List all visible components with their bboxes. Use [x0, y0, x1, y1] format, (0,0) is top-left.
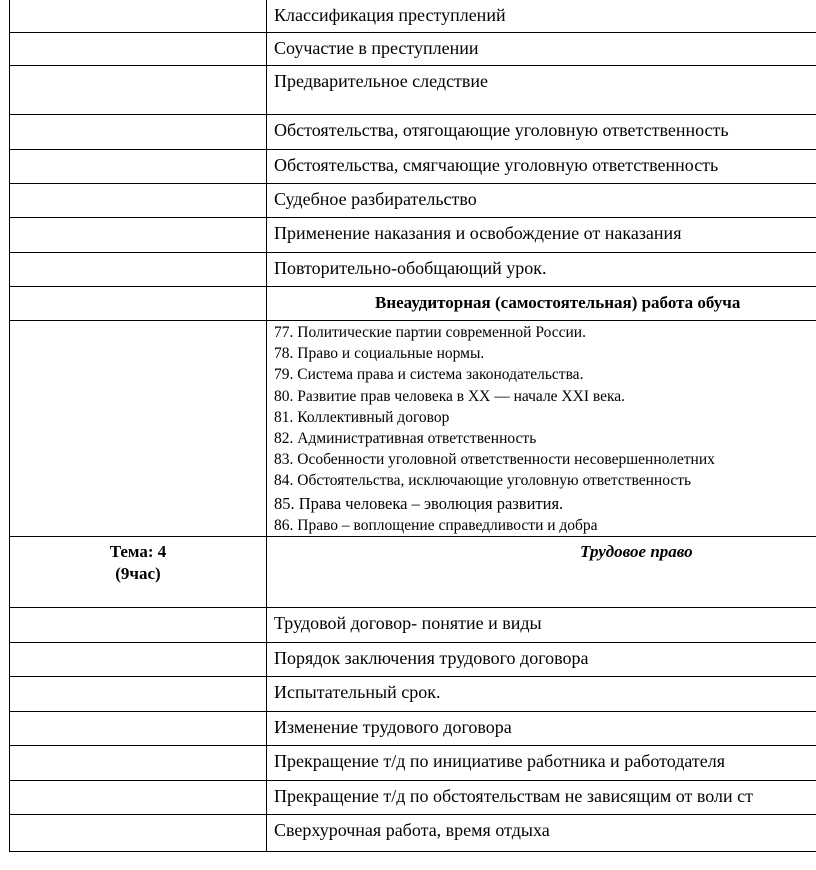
table-row: [10, 781, 816, 815]
list-item: 78. Право и социальные нормы.: [274, 345, 485, 363]
list-item: 77. Политические партии современной России.: [274, 324, 586, 341]
lesson-title: Порядок заключения трудового договора: [274, 648, 589, 668]
empty-left-cell: [10, 643, 267, 677]
lesson-cell: [267, 66, 816, 115]
lesson-title: Обстоятельства, отягощающие уголовную ответственность: [274, 120, 729, 140]
lesson-cell: [267, 33, 816, 66]
empty-left-cell: [10, 815, 267, 852]
topics-list: [274, 321, 816, 536]
list-item: 82. Административная ответственность: [274, 430, 537, 448]
lesson-cell: [267, 712, 816, 746]
curriculum-table-frame: [9, 0, 816, 852]
empty-left-cell: [10, 677, 267, 712]
empty-left-cell: [10, 253, 267, 287]
empty-left-cell: [10, 0, 267, 33]
table-row: [10, 287, 816, 321]
table-row: [10, 712, 816, 746]
list-item: 85. Права человека – эволюция развития.: [274, 493, 564, 513]
empty-left-cell: [10, 287, 267, 321]
lesson-cell: [267, 677, 816, 712]
lesson-cell: [267, 781, 816, 815]
list-item: 79. Система права и система законодательства.: [274, 366, 584, 384]
table-row: [10, 537, 816, 608]
list-item: 80. Развитие прав человека в XX — начале XXI века.: [274, 387, 626, 405]
list-item: 86. Право – воплощение справедливости и добра: [274, 516, 598, 534]
table-row: [10, 184, 816, 218]
theme-title: Трудовое право: [580, 542, 693, 561]
lesson-cell: [267, 0, 816, 33]
table-row: [10, 643, 816, 677]
empty-left-cell: [10, 608, 267, 643]
section-header: Внеаудиторная (самостоятельная) работа обуча: [375, 293, 741, 312]
lesson-title: Прекращение т/д по обстоятельствам не зависящим от воли ст: [274, 786, 753, 806]
empty-left-cell: [10, 150, 267, 184]
list-item: 81. Коллективный договор: [274, 408, 450, 426]
table-row: [10, 66, 816, 115]
lesson-title: Сверхурочная работа, время отдыха: [274, 820, 550, 840]
lesson-cell: [267, 184, 816, 218]
curriculum-table: [9, 0, 816, 852]
table-row: [10, 33, 816, 66]
table-row: [10, 115, 816, 150]
section-header-cell: [267, 287, 816, 321]
list-item: 83. Особенности уголовной ответственности несовершеннолетних: [274, 451, 715, 469]
lesson-title: Классификация преступлений: [274, 5, 506, 25]
lesson-title: Предварительное следствие: [274, 71, 489, 91]
lesson-cell: [267, 643, 816, 677]
lesson-cell: [267, 218, 816, 253]
lesson-cell: [267, 746, 816, 781]
table-row: [10, 746, 816, 781]
lesson-title: Повторительно-обобщающий урок.: [274, 258, 547, 278]
empty-left-cell: [10, 321, 267, 537]
table-row: [10, 0, 816, 33]
lesson-cell: [267, 253, 816, 287]
theme-cell: [10, 537, 267, 608]
empty-left-cell: [10, 66, 267, 115]
lesson-cell: [267, 115, 816, 150]
lesson-title: Соучастие в преступлении: [274, 38, 479, 58]
lesson-title: Трудовой договор- понятие и виды: [274, 613, 542, 633]
empty-left-cell: [10, 184, 267, 218]
lesson-cell: [267, 815, 816, 852]
table-row: [10, 218, 816, 253]
empty-left-cell: [10, 746, 267, 781]
lesson-title: Испытательный срок.: [274, 682, 441, 702]
empty-left-cell: [10, 33, 267, 66]
theme-number: Тема: 4: [109, 542, 167, 561]
table-row: [10, 150, 816, 184]
lesson-cell: [267, 608, 816, 643]
table-row: [10, 321, 816, 537]
empty-left-cell: [10, 218, 267, 253]
table-row: [10, 677, 816, 712]
lesson-cell: [267, 150, 816, 184]
lesson-title: Судебное разбирательство: [274, 189, 477, 209]
table-row: [10, 608, 816, 643]
lesson-title: Прекращение т/д по инициативе работника и работодателя: [274, 751, 726, 771]
list-item: 84. Обстоятельства, исключающие уголовную ответственность: [274, 472, 692, 490]
table-row: [10, 815, 816, 852]
lesson-title: Изменение трудового договора: [274, 717, 512, 737]
topics-cell: [267, 321, 816, 537]
lesson-title: Обстоятельства, смягчающие уголовную ответственность: [274, 155, 719, 175]
empty-left-cell: [10, 115, 267, 150]
theme-title-cell: [267, 537, 816, 608]
theme-hours: (9час): [115, 564, 161, 583]
lesson-title: Применение наказания и освобождение от наказания: [274, 223, 682, 243]
empty-left-cell: [10, 781, 267, 815]
empty-left-cell: [10, 712, 267, 746]
table-row: [10, 253, 816, 287]
